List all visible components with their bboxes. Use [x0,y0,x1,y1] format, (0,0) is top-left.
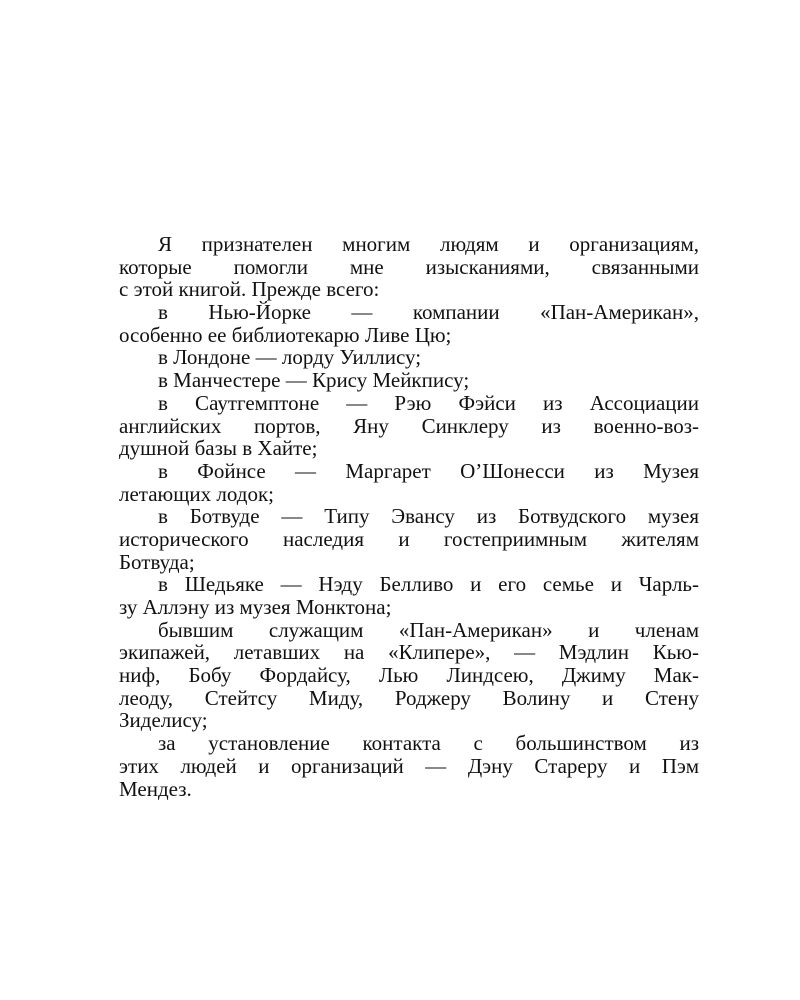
acknowledgements-text [119,233,699,800]
text-line: зу Аллэну из музея Монктона; [119,595,392,619]
text-line: бывшим служащим «Пан-Американ» и членам [158,617,699,642]
text-line: ниф, Бобу Фордайсу, Лью Линдсею, Джиму Мак- [119,663,699,688]
text-line: в Манчестере — Крису Мейкпису; [158,368,470,393]
text-line: в Лондоне — лорду Уиллису; [158,345,422,370]
text-line: с этой книгой. Прежде всего: [119,277,380,302]
text-line: экипажей, летавших на «Клипере», — Мэдлин Кью- [119,640,699,665]
text-line: Мендез. [119,776,192,801]
text-line: в Саутгемптоне — Рэю Фэйси из Ассоциации [158,390,699,415]
text-line: в Фойнсе — Маргарет О’Шонесси из Музея [158,458,699,483]
text-line: Я признателен многим людям и организациям, [158,232,699,256]
text-line: этих людей и организаций — Дэну Стареру и Пэм [119,753,699,778]
text-line: душной базы в Хайте; [119,436,318,461]
text-line: английских портов, Яну Синклеру из военно-воз- [119,413,699,438]
text-line: особенно ее библиотекарю Ливе Цю; [119,322,452,347]
text-line: летающих лодок; [119,481,274,506]
text-line: леоду, Стейтсу Миду, Роджеру Волину и Стену [119,685,699,710]
text-line: Ботвуда; [119,549,195,574]
text-line: за установление контакта с большинством из [158,731,699,756]
text-line: которые помогли мне изысканиями, связанными [119,254,699,279]
text-line: в Ботвуде — Типу Эвансу из Ботвудского музея [158,504,699,529]
text-line: в Шедьяке — Нэду Белливо и его семье и Чарль- [158,572,699,597]
text-line: в Нью-Йорке — компании «Пан-Американ», [158,300,699,325]
text-line: исторического наследия и гостеприимным жителям [119,526,699,551]
text-line: Зиделису; [119,708,208,733]
